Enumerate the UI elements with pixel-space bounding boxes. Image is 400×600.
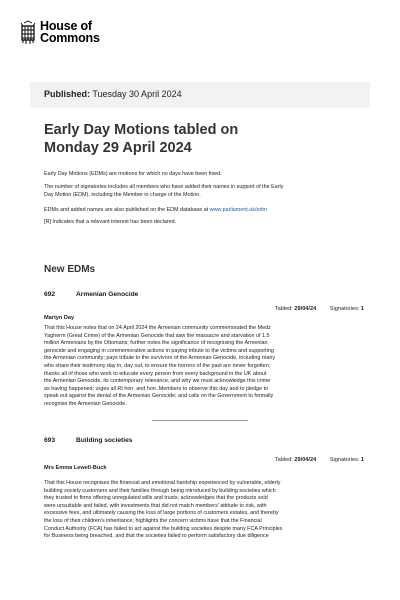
motion-line: genocide and engaging in commemorative actions in paying tribute to the victims and supporting <box>44 347 274 354</box>
published-label: Published: <box>44 89 91 99</box>
edm-title: Armenian Genocide <box>76 291 139 298</box>
motion-line: thanks all of those who work to educate every person from every background in the UK about <box>44 370 267 377</box>
published-bar <box>30 82 370 108</box>
logo-line-2: Commons <box>40 31 100 45</box>
logo-line-1: House of <box>40 19 92 33</box>
edm-meta <box>275 457 364 463</box>
motion-line: That this House recognises the financial and emotional hardship experienced by vulnerable, elderly <box>44 480 281 486</box>
divider <box>152 420 248 421</box>
motion-line: the loss of their children's inheritance; highlights the concern victims have that the Financial <box>44 517 262 524</box>
edm-title: Building societies <box>76 437 133 444</box>
page-title <box>44 121 364 157</box>
motion-line: Yagherm (Great Crime) of the Armenian Genocide that saw the massacre and starvation of 1.5 <box>44 332 270 339</box>
intro-paragraph-4: [R] Indicates that a relevant interest has been declared. <box>44 219 177 225</box>
edm-number: 692 <box>44 291 56 298</box>
edm-motion-text <box>44 325 364 409</box>
motion-line: the Armenian community; pays tribute to the survivors of the Armenian Genocide, including many <box>44 355 276 362</box>
intro-paragraph-3 <box>44 206 364 214</box>
intro-paragraph-1: Early Day Motions (EDMs) are motions for which no days have been fixed. <box>44 171 222 177</box>
motion-line: the Armenian Genocide, its contemporary relevance, and why we must acknowledge this crime <box>44 378 271 385</box>
tabled-date: 29/04/24 <box>294 306 317 312</box>
signatories-count: 1 <box>360 457 364 463</box>
signatories-count: 1 <box>360 306 364 312</box>
motion-line: excessive fees, and ultimately causing the loss of large portions of customers estates, and thereby <box>44 510 279 517</box>
motion-line: recognise the Armenian Genocide. <box>44 400 127 407</box>
edm-member: Martyn Day <box>44 315 75 321</box>
edm-database-link[interactable]: www.parliament.uk/edm <box>209 207 267 213</box>
intro-paragraph-2-line-1: The number of signatories includes all members who have added their names in support of the Early <box>44 184 284 190</box>
motion-line: That this House notes that on 24 April 2024 the Armenian community commemorated the Medz <box>44 325 271 331</box>
motion-line: who share their testimony day in, day out, to ensure the horrors of the past are never forgotten; <box>44 362 271 369</box>
section-heading: New EDMs <box>44 264 96 275</box>
tabled-label: Tabled: <box>274 457 293 463</box>
portcullis-icon <box>20 20 36 46</box>
tabled-date: 29/04/24 <box>294 457 317 463</box>
edm-motion-text <box>44 480 364 541</box>
title-line-1: Early Day Motions tabled on <box>44 122 239 138</box>
intro-paragraph-2 <box>44 183 364 199</box>
intro-paragraph-2-line-2: Day Motion (EDM), including the Member in charge of the Motion. <box>44 192 201 198</box>
edm-member: Mrs Emma Lewell-Buck <box>44 465 107 471</box>
edm-meta <box>275 306 364 312</box>
house-of-commons-logo <box>20 20 100 46</box>
motion-line: Conduct Authority (FCA) has failed to act against the building societies despite many FCA Principles <box>44 525 283 532</box>
intro-paragraph-3-text: EDMs and added names are also published on the EDM database at <box>44 207 210 213</box>
title-line-2: Monday 29 April 2024 <box>44 140 192 156</box>
published-date: Tuesday 30 April 2024 <box>92 89 182 99</box>
motion-line: speak out against the denial of the Armenian Genocide; and calls on the Government to formally <box>44 393 274 400</box>
signatories-label: Signatories: <box>329 457 360 463</box>
motion-line: as having happened; urges all Rt hon. and hon. Members to observe this day and to pledge to <box>44 385 269 392</box>
edm-number: 693 <box>44 437 56 444</box>
motion-line: for Business being breached, and that the societies failed to perform satisfactory due diligence <box>44 533 269 540</box>
motion-line: building society customers and their families through being introduced by building societies which <box>44 487 276 494</box>
motion-line: were unsuitable and failed, with investments that did not match members' attitude to risk, with <box>44 502 267 509</box>
motion-line: they trusted to firms offering unregulated wills and trusts; acknowledges that the products sold <box>44 495 268 502</box>
tabled-label: Tabled: <box>274 306 293 312</box>
signatories-label: Signatories: <box>329 306 360 312</box>
motion-line: million Armenians by the Ottomans; further notes the significance of recognising the Armenian <box>44 340 268 347</box>
